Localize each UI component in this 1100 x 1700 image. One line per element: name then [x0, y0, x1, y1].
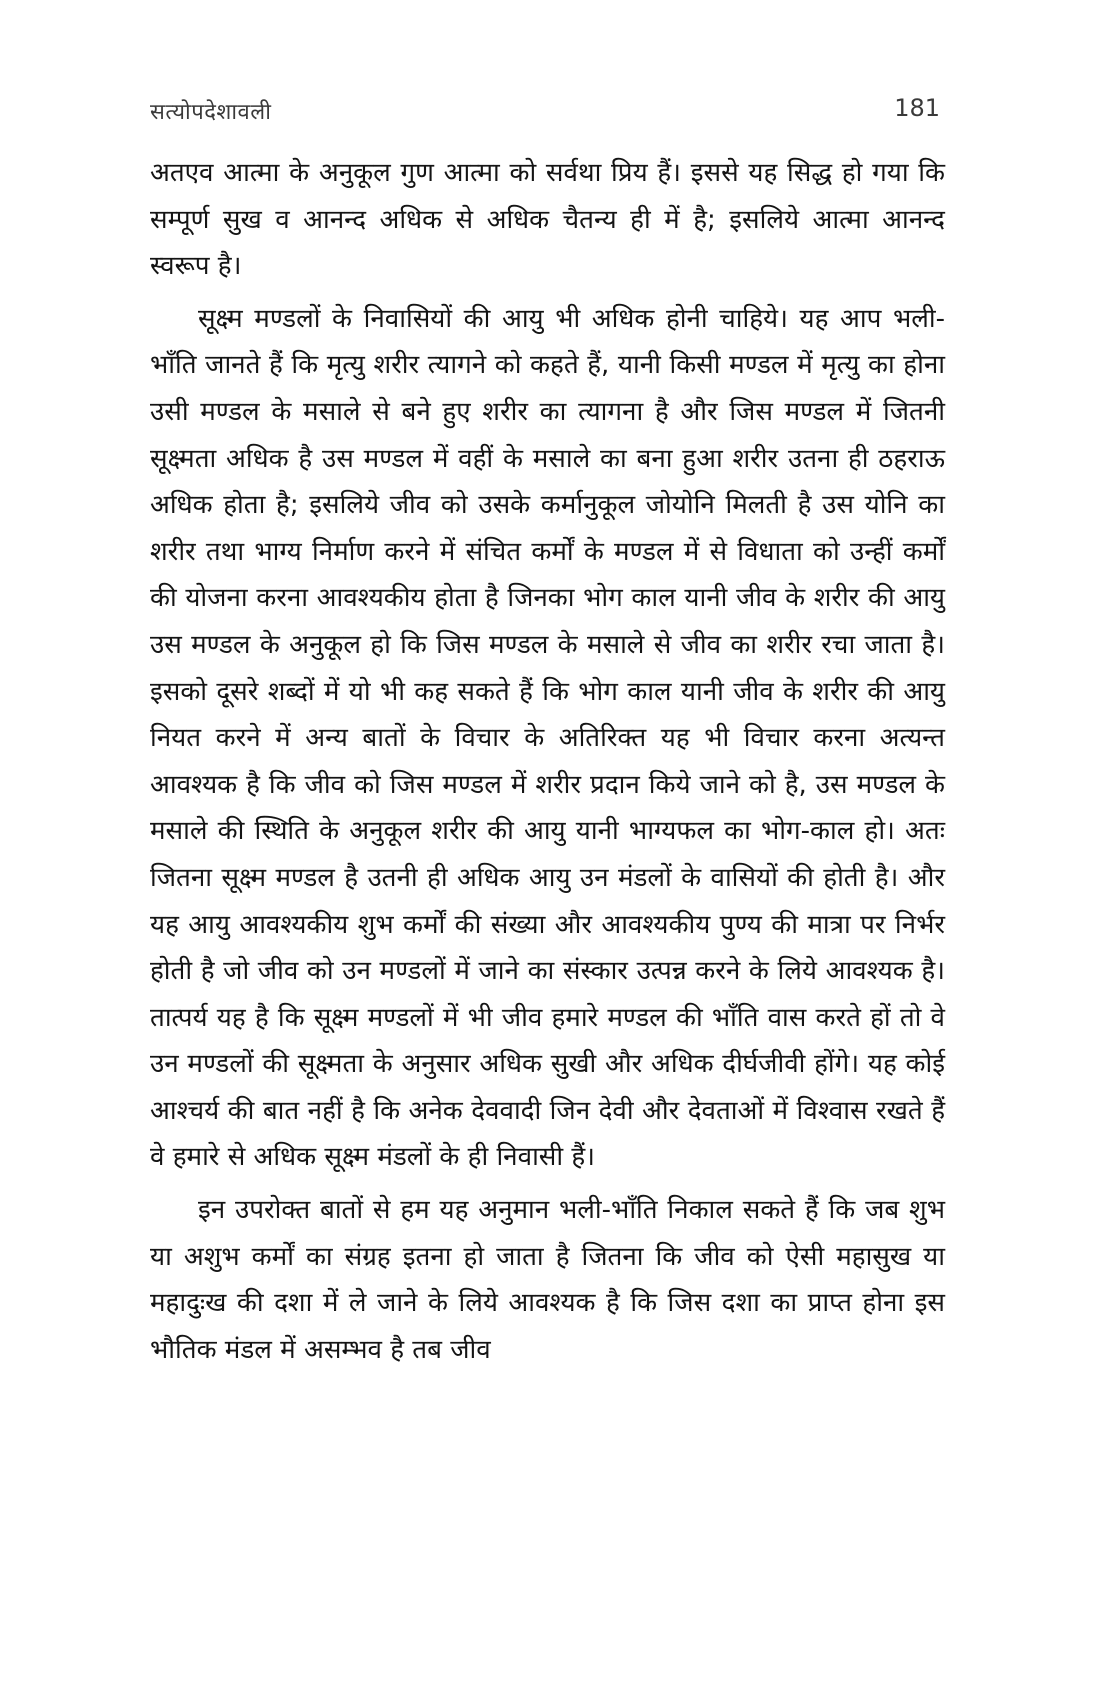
- paragraph-2: सूक्ष्म मण्डलों के निवासियों की आयु भी अधिक होनी चाहिये। यह आप भली-भाँति जानते हैं कि मृत्यु शरीर त्यागने को कहते हैं, यानी किसी मण्डल में मृत्यु का होना उसी मण्डल के मसाले से बने हुए शरीर का त्यागना है और जिस मण्डल में जितनी सूक्ष्मता अधिक है उस मण्डल में वहीं के मसाले का बना हुआ शरीर उतना ही ठहराऊ अधिक होता है; इसलिये जीव को उसके कर्मानुकूल जोयोनि मिलती है उस योनि का शरीर तथा भाग्य निर्माण करने में संचित कर्मों के मण्डल में से विधाता को उन्हीं कर्मों की योजना करना आवश्यकीय होता है जिनका भोग काल यानी जीव के शरीर की आयु उस मण्डल के अनुकूल हो कि जिस मण्डल के मसाले से जीव का शरीर रचा जाता है। इसको दूसरे शब्दों में यो भी कह सकते हैं कि भोग काल यानी जीव के शरीर की आयु नियत करने में अन्य बातों के विचार के अतिरिक्त यह भी विचार करना अत्यन्त आवश्यक है कि जीव को जिस मण्डल में शरीर प्रदान किये जाने को है, उस मण्डल के मसाले की स्थिति के अनुकूल शरीर की आयु यानी भाग्यफल का भोग-काल हो। अतः जितना सूक्ष्म मण्डल है उतनी ही अधिक आयु उन मंडलों के वासियों की होती है। और यह आयु आवश्यकीय शुभ कर्मों की संख्या और आवश्यकीय पुण्य की मात्रा पर निर्भर होती है जो जीव को उन मण्डलों में जाने का संस्कार उत्पन्न करने के लिये आवश्यक है। तात्पर्य यह है कि सूक्ष्म मण्डलों में भी जीव हमारे मण्डल की भाँति वास करते हों तो वे उन मण्डलों की सूक्ष्मता के अनुसार अधिक सुखी और अधिक दीर्घजीवी होंगे। यह कोई आश्चर्य की बात नहीं है कि अनेक देववादी जिन देवी और देवताओं में विश्वास रखते हैं वे हमारे से अधिक सूक्ष्म मंडलों के ही निवासी हैं।: [150, 303, 945, 1173]
- running-title: सत्योपदेशावली: [150, 100, 272, 125]
- paragraph-1: अतएव आत्मा के अनुकूल गुण आत्मा को सर्वथा प्रिय हैं। इससे यह सिद्ध हो गया कि सम्पूर्ण सुख व आनन्द अधिक से अधिक चैतन्य ही में है; इसलिये आत्मा आनन्द स्वरूप है।: [150, 158, 945, 282]
- body-text: [150, 150, 945, 1379]
- paragraph-3: इन उपरोक्त बातों से हम यह अनुमान भली-भाँति निकाल सकते हैं कि जब शुभ या अशुभ कर्मों का संग्रह इतना हो जाता है जितना कि जीव को ऐसी महासुख या महादुःख की दशा में ले जाने के लिये आवश्यक है कि जिस दशा का प्राप्त होना इस भौतिक मंडल में असम्भव है तब जीव: [150, 1195, 945, 1365]
- page-number: 181: [894, 94, 940, 122]
